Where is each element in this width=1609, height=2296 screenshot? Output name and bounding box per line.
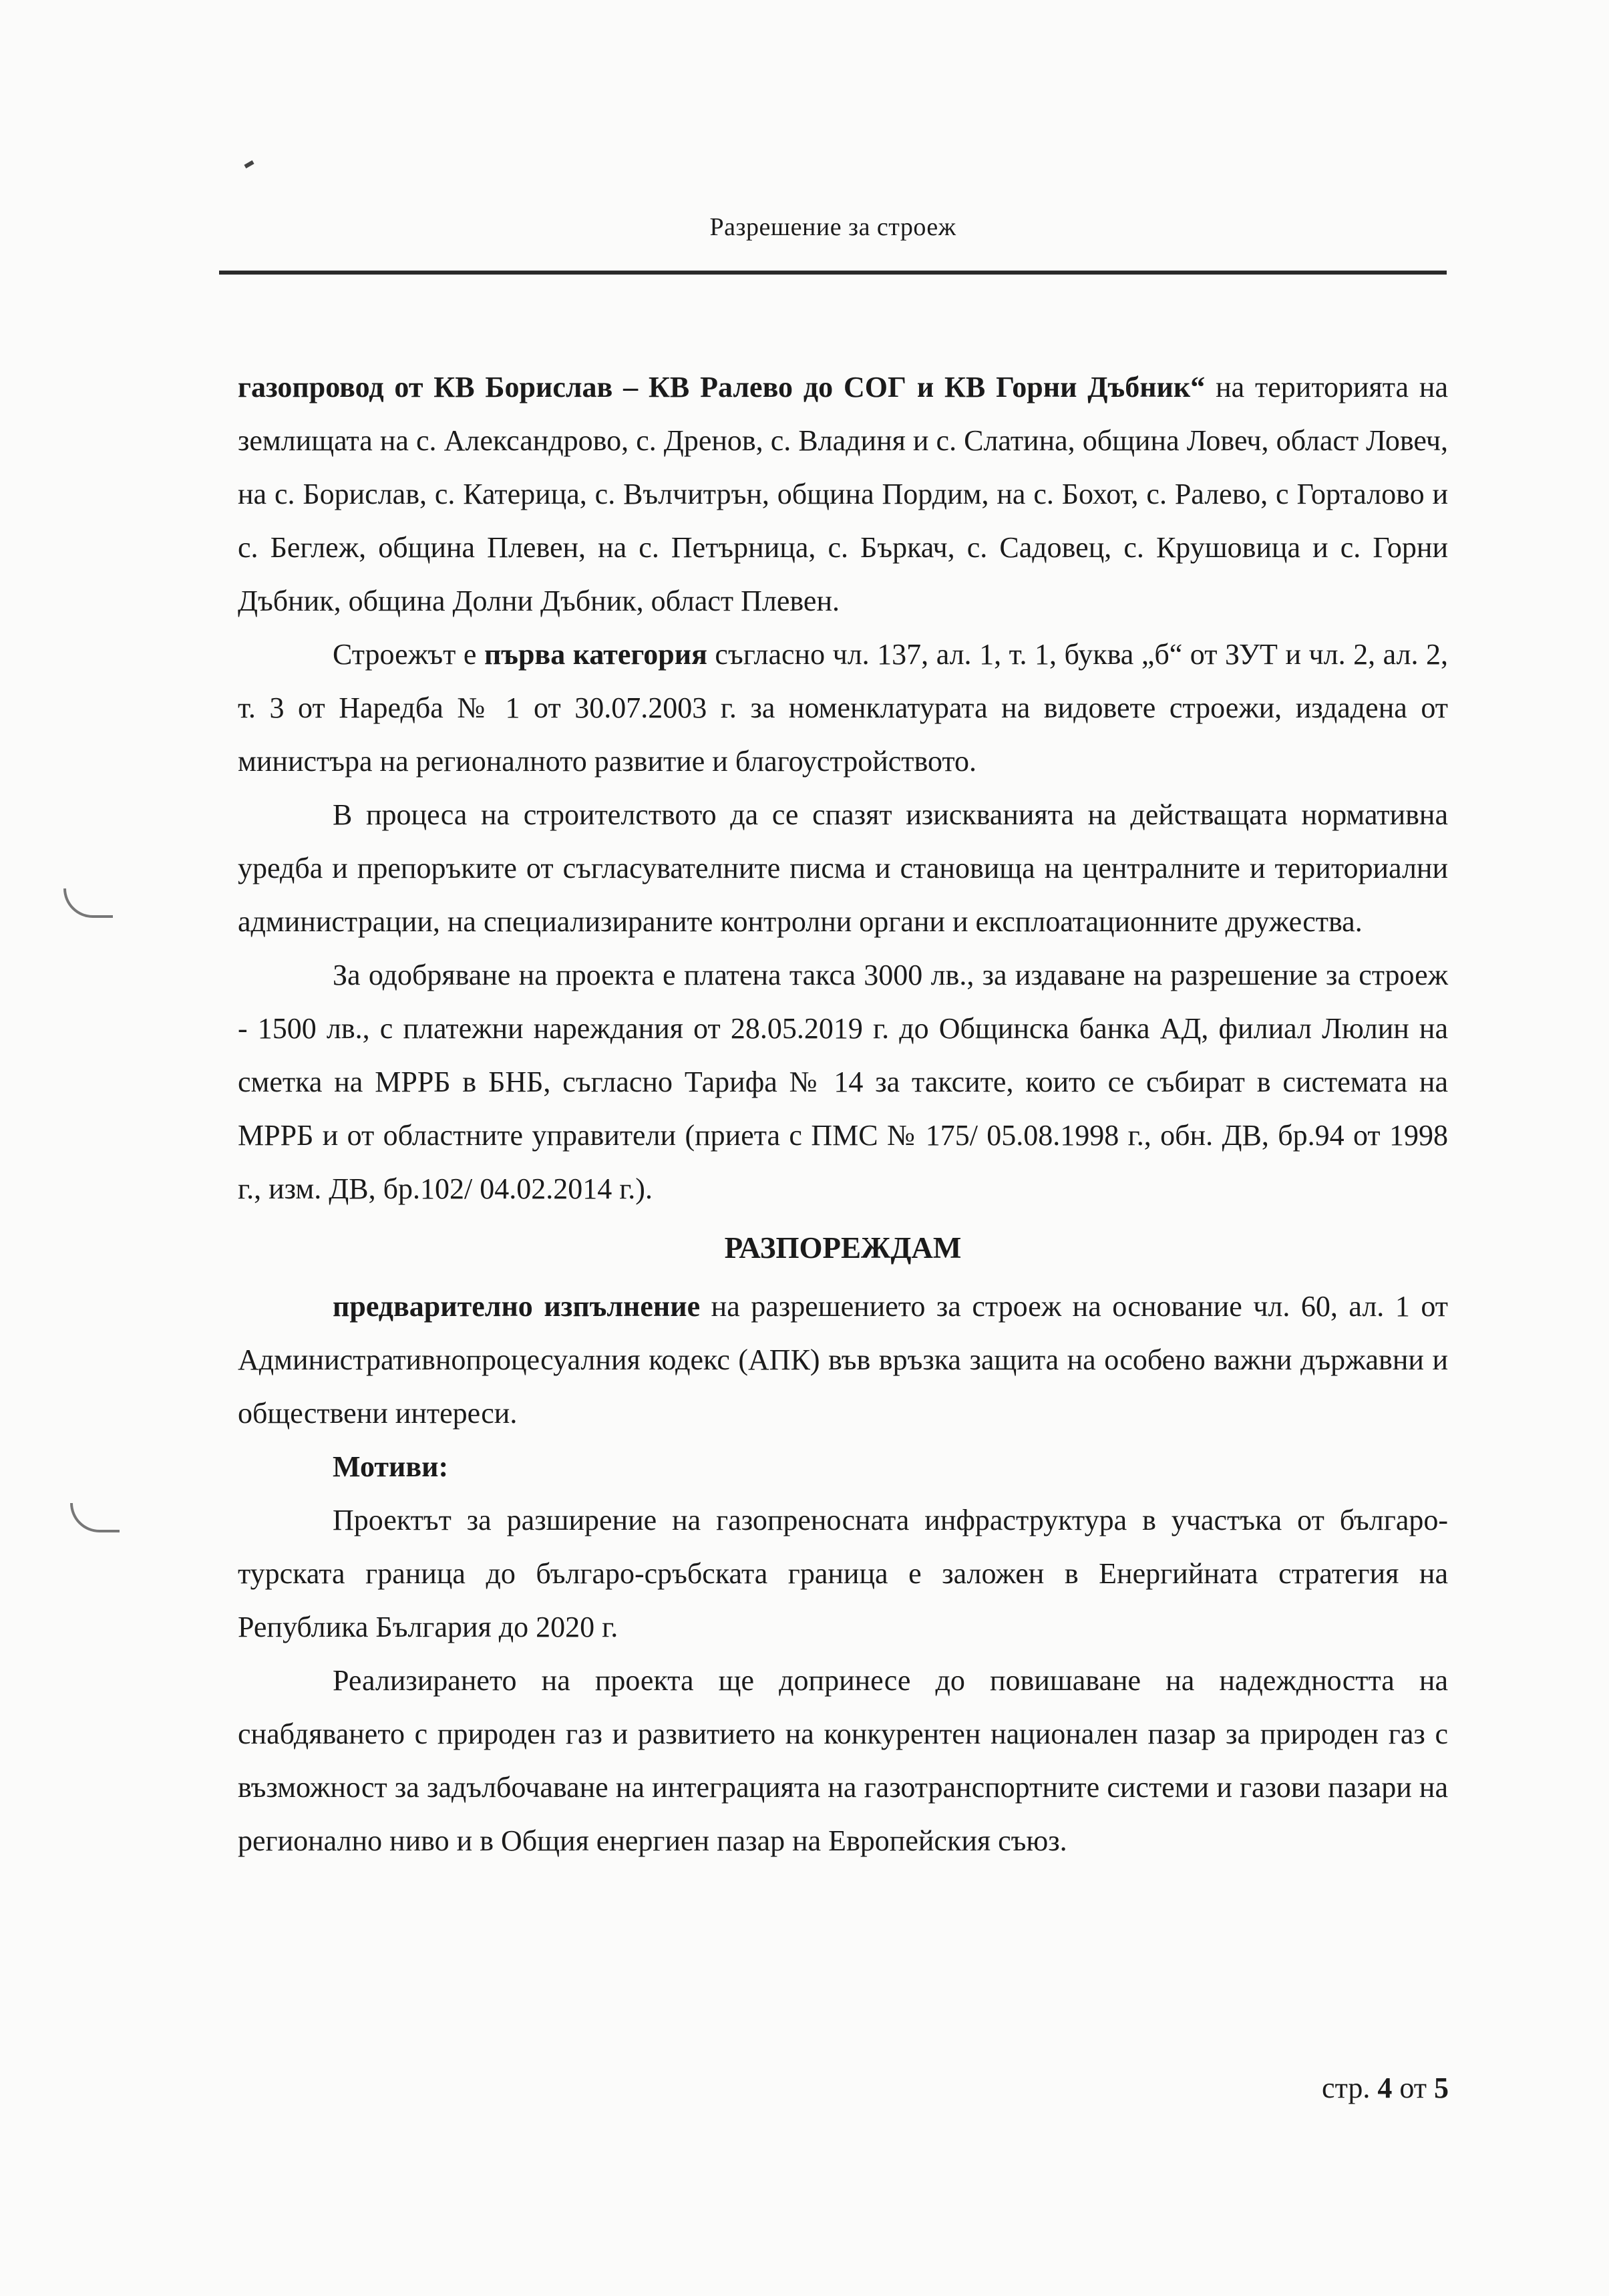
page-header: Разрешение за строеж <box>709 213 956 241</box>
category-value: първа категория <box>484 638 707 671</box>
category-intro: Строежът е <box>333 638 484 671</box>
total-pages: 5 <box>1434 2072 1449 2104</box>
preliminary-execution-label: предварително изпълнение <box>333 1290 701 1323</box>
project-location-text: на територията на землищата на с. Александрово, с. Дренов, с. Владиня и с. Слатина, община Ловеч, област Ловеч, на с. Борислав, с. Катерица, с. Вълчитрън, община Пордим, на с. Бохот, с. Ралево, с Горталово и с. Беглеж, община Плевен, на с. Петърница, с. Бъркач, с. Садовец, с. Крушовица и с. Горни Дъбник, община Долни Дъбник, област Плевен. <box>238 371 1448 617</box>
page-number-prefix: стр. <box>1322 2072 1378 2104</box>
paragraph-energy-strategy: Проектът за разширение на газопреносната инфраструктура в участъка от българо-турската граница до българо-сръбската граница е заложен в Енергийната стратегия на Република България до 2020 г. <box>238 1504 1448 1643</box>
punch-hole-mark <box>70 1503 120 1532</box>
preliminary-execution-text: на разрешението за строеж на основание чл. 60, ал. 1 от Административнопроцесуалния кодекс (АПК) във връзка защита на особено важни държавни и обществени интереси. <box>238 1290 1448 1430</box>
current-page: 4 <box>1377 2072 1393 2104</box>
paragraph-preliminary-execution <box>238 1280 1448 1440</box>
document-body <box>238 361 1448 1868</box>
category-basis-text: съгласно чл. 137, ал. 1, т. 1, буква „б“ от ЗУТ и чл. 2, ал. 2, т. 3 от Наредба № 1 от 30.07.2003 г. за номенклатурата на видовете строежи, издадена от министъра на регионалното развитие и благоустройството. <box>238 638 1448 778</box>
motives-label: Мотиви: <box>333 1450 449 1483</box>
order-heading: РАЗПОРЕЖДАМ <box>724 1231 962 1265</box>
punch-hole-mark <box>63 888 113 918</box>
header-divider <box>219 271 1447 275</box>
page-number-separator: от <box>1392 2072 1434 2104</box>
scan-speck <box>244 160 254 168</box>
page-number <box>1322 2071 1449 2105</box>
project-name: газопровод от КВ Борислав – КВ Ралево до СОГ и КВ Горни Дъбник“ <box>238 371 1206 403</box>
paragraph-project-scope <box>238 361 1448 628</box>
paragraph-fees: За одобряване на проекта е платена такса 3000 лв., за издаване на разрешение за строеж - 1500 лв., с платежни нареждания от 28.05.2019 г. до Общинска банка АД, филиал Люлин на сметка на МРРБ в БНБ, съгласно Тарифа № 14 за таксите, които се събират в системата на МРРБ и от областните управители (приета с ПМС № 175/ 05.08.1998 г., обн. ДВ, бр.94 от 1998 г., изм. ДВ, бр.102/ 04.02.2014 г.). <box>238 959 1448 1205</box>
paragraph-category <box>238 628 1448 788</box>
paragraph-project-benefits: Реализирането на проекта ще допринесе до повишаване на надеждността на снабдяването с природен газ и развитието на конкурентен национален пазар за природен газ с възможност за задълбочаване на интеграцията на газотранспортните системи и газови пазари на регионално ниво и в Общия енергиен пазар на Европейския съюз. <box>238 1664 1448 1857</box>
paragraph-requirements: В процеса на строителството да се спазят изискванията на действащата нормативна уредба и препоръките от съгласувателните писма и становища на централните и териториални администрации, на специализираните контролни органи и експлоатационните дружества. <box>238 798 1448 938</box>
